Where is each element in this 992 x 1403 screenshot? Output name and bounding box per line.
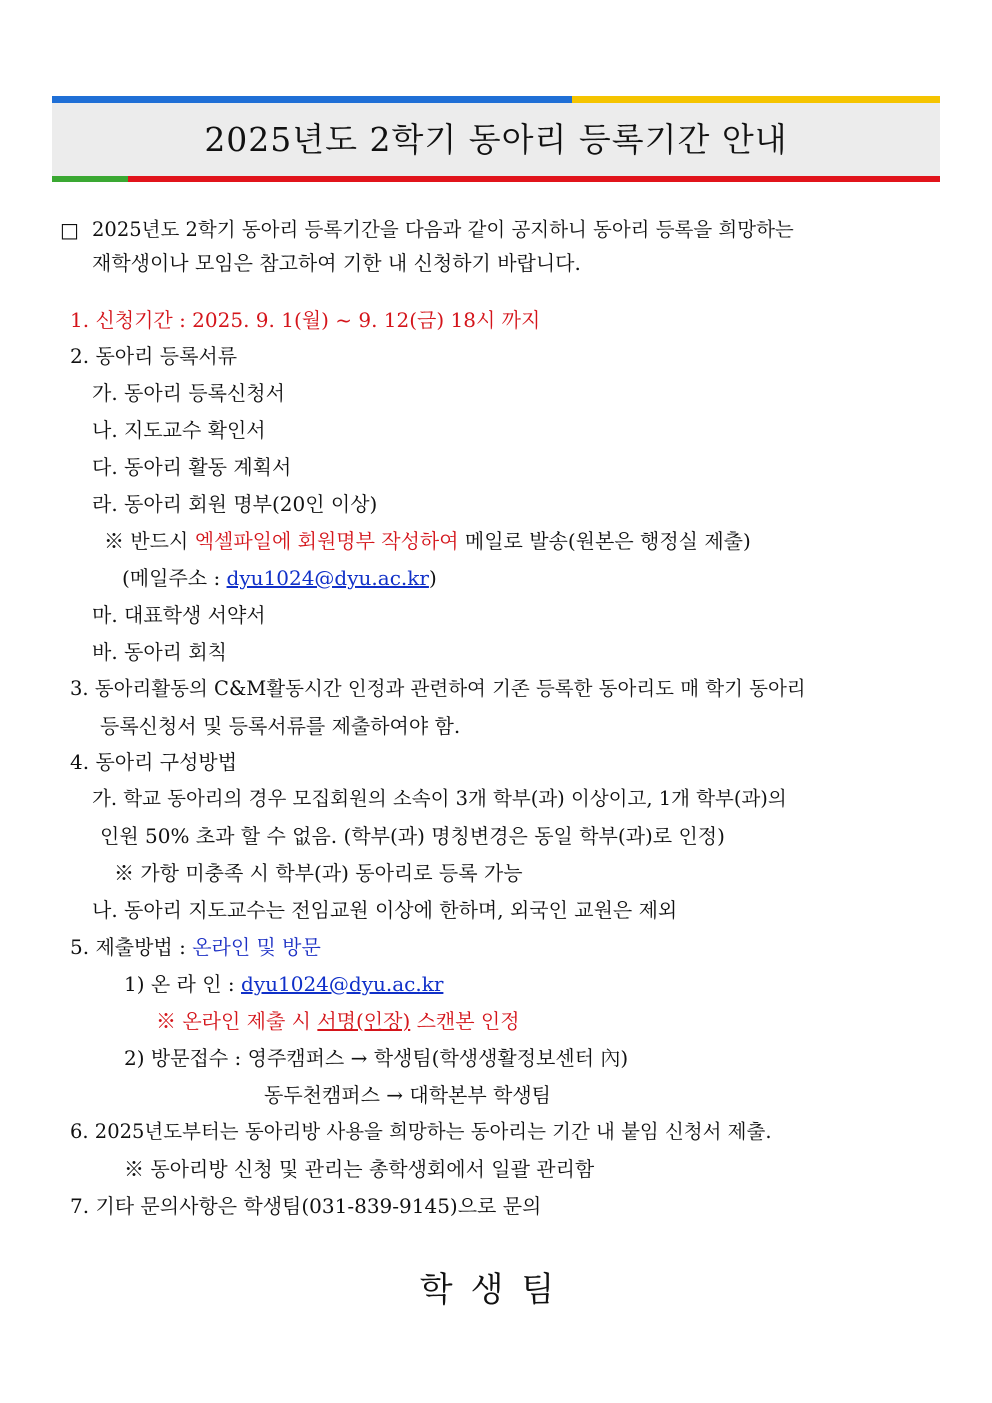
item-5-online-label: 1) 온 라 인 : — [124, 972, 242, 996]
item-2-note — [104, 528, 751, 554]
item-5-head-method: 온라인 및 방문 — [192, 935, 321, 959]
item-5-note-suffix: 스캔본 인정 — [410, 1009, 520, 1033]
item-7-line: 7. 기타 문의사항은 학생팀(031-839-9145)으로 문의 — [70, 1194, 542, 1218]
item-2-email-close: ) — [428, 566, 437, 590]
intro-bullet: □ — [60, 218, 79, 242]
item-5-visit-2: 동두천캠퍼스 → 대학본부 학생팀 — [264, 1083, 551, 1107]
item-2-note-suffix: 메일로 발송(원본은 행정실 제출) — [458, 529, 751, 553]
title-bar-top-blue — [52, 96, 572, 103]
signature: 학생팀 — [419, 1270, 573, 1310]
item-4-a-line-2: 인원 50% 초과 할 수 없음. (학부(과) 명칭변경은 동일 학부(과)로 인정) — [100, 824, 725, 848]
title-bar-bottom-green — [52, 176, 128, 182]
item-2-email-line — [122, 565, 437, 591]
item-6-line: 6. 2025년도부터는 동아리방 사용을 희망하는 동아리는 기간 내 붙임 신청서 제출. — [70, 1120, 772, 1143]
intro-line-2: 재학생이나 모임은 참고하여 기한 내 신청하기 바랍니다. — [92, 251, 581, 275]
item-2-f: 바. 동아리 회칙 — [92, 640, 227, 664]
page-title: 2025년도 2학기 동아리 등록기간 안내 — [204, 120, 788, 159]
intro-line-1: 2025년도 2학기 동아리 등록기간을 다음과 같이 공지하니 동아리 등록을 희망하는 — [92, 218, 794, 241]
item-2-c: 다. 동아리 활동 계획서 — [92, 455, 292, 479]
title-bar-top-yellow — [572, 96, 940, 103]
item-4-a-line-1: 가. 학교 동아리의 경우 모집회원의 소속이 3개 학부(과) 이상이고, 1개 학부(과)의 — [92, 787, 787, 810]
item-2-head: 2. 동아리 등록서류 — [70, 344, 238, 368]
item-5-online — [124, 971, 443, 997]
item-5-note-underlined: 서명(인장) — [317, 1009, 411, 1033]
item-2-note-red: 엑셀파일에 회원명부 작성하여 — [194, 529, 459, 553]
item-4-head: 4. 동아리 구성방법 — [70, 750, 238, 774]
title-box — [52, 96, 940, 182]
title-bar-bottom-red — [128, 176, 940, 182]
item-5-note — [156, 1008, 520, 1034]
item-5-head-prefix: 5. 제출방법 : — [70, 935, 193, 959]
item-2-email-open: (메일주소 : — [122, 566, 227, 590]
item-2-note-prefix: ※ 반드시 — [104, 529, 195, 553]
email-link[interactable]: dyu1024@dyu.ac.kr — [226, 566, 429, 590]
item-5-head — [70, 934, 321, 960]
item-2-e: 마. 대표학생 서약서 — [92, 603, 266, 627]
item-3-line-2: 등록신청서 및 등록서류를 제출하여야 함. — [100, 714, 461, 738]
item-6-note: ※ 동아리방 신청 및 관리는 총학생회에서 일괄 관리함 — [124, 1157, 595, 1181]
item-1-period: 1. 신청기간 : 2025. 9. 1(월) ~ 9. 12(금) 18시 까지 — [70, 308, 541, 332]
item-2-b: 나. 지도교수 확인서 — [92, 418, 266, 442]
item-5-note-prefix: ※ 온라인 제출 시 — [156, 1009, 318, 1033]
item-3-line-1: 3. 동아리활동의 C&M활동시간 인정과 관련하여 기존 등록한 동아리도 매 학기 동아리 — [70, 677, 806, 700]
item-5-visit-1: 2) 방문접수 : 영주캠퍼스 → 학생팀(학생생활정보센터 內) — [124, 1046, 629, 1070]
item-4-note: ※ 가항 미충족 시 학부(과) 동아리로 등록 가능 — [114, 861, 523, 885]
online-email-link[interactable]: dyu1024@dyu.ac.kr — [241, 972, 444, 996]
item-2-d: 라. 동아리 회원 명부(20인 이상) — [92, 492, 378, 516]
item-2-a: 가. 동아리 등록신청서 — [92, 381, 285, 405]
item-4-b: 나. 동아리 지도교수는 전임교원 이상에 한하며, 외국인 교원은 제외 — [92, 898, 678, 922]
